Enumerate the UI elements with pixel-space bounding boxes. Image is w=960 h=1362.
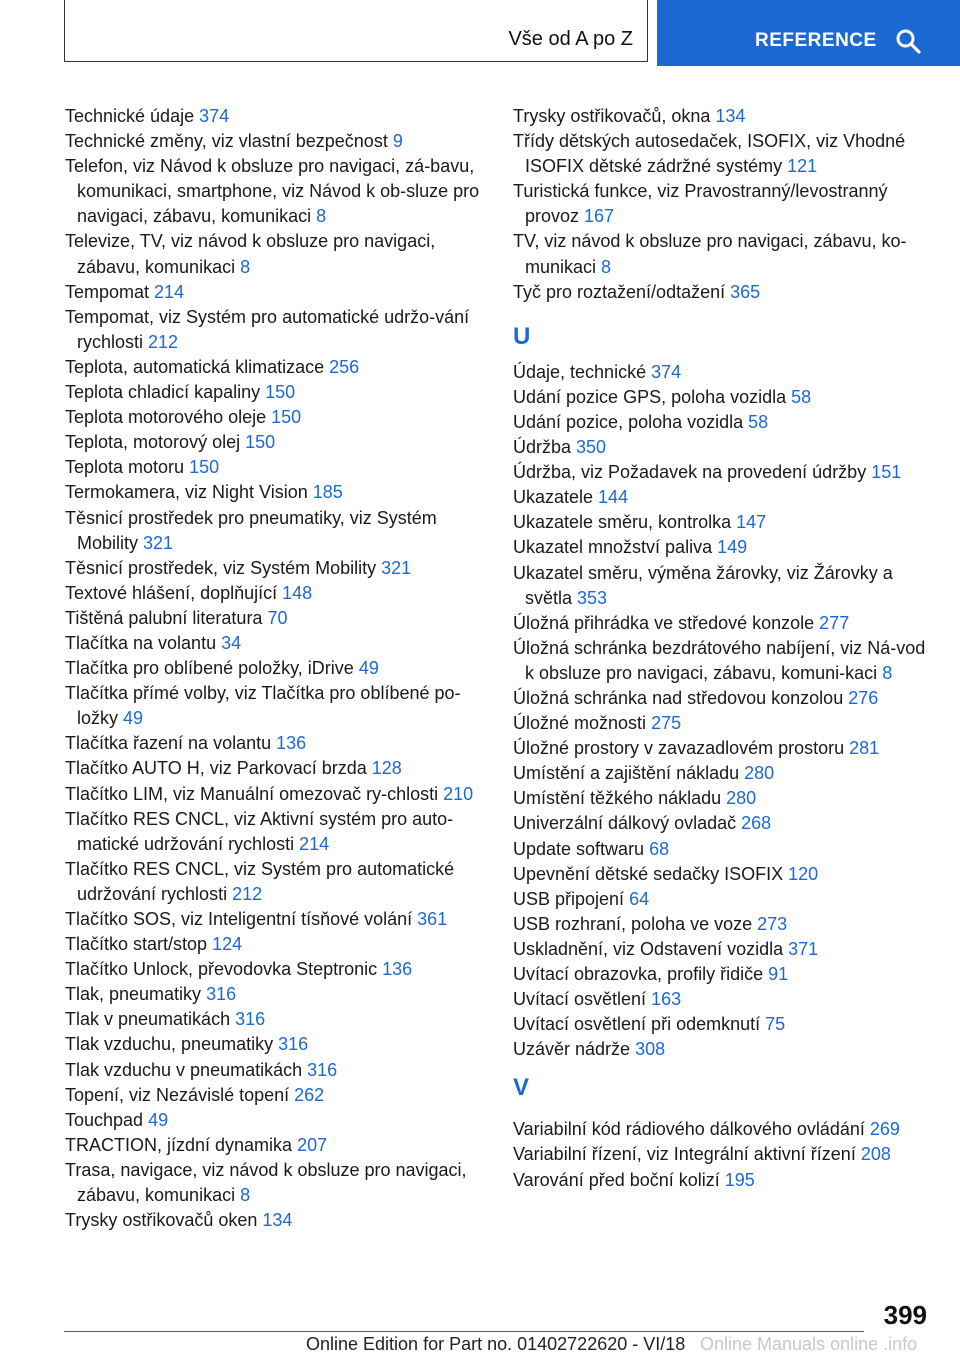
- index-entry: [513, 385, 933, 410]
- index-entry: [513, 435, 933, 460]
- entry-text: Ukazatel množství paliva: [513, 537, 718, 558]
- entry-text: Ukazatele směru, kontrolka: [513, 512, 737, 533]
- page-reference-link[interactable]: 64: [629, 888, 650, 909]
- page-reference-link[interactable]: 321: [143, 532, 174, 553]
- index-entry: [513, 535, 933, 560]
- entry-text: Upevnění dětské sedačky ISOFIX: [513, 863, 789, 884]
- page-reference-link[interactable]: 8: [240, 1185, 251, 1206]
- page-reference-link[interactable]: 8: [316, 206, 327, 227]
- index-entry: [65, 1133, 480, 1158]
- entry-text: Tlačítko RES CNCL, viz Systém pro automatické udržování rychlosti: [65, 858, 455, 904]
- index-entry: [513, 611, 933, 636]
- index-entry: [513, 786, 933, 811]
- page-reference-link[interactable]: 269: [869, 1119, 900, 1140]
- index-entry: [513, 410, 933, 435]
- page-reference-link[interactable]: 321: [381, 557, 412, 578]
- entry-text: TV, viz návod k obsluze pro navigaci, zábavu, ko-munikaci: [513, 231, 907, 277]
- entry-text: Uskladnění, viz Odstavení vozidla: [513, 938, 789, 959]
- page-reference-link[interactable]: 280: [744, 763, 775, 784]
- index-entry: [513, 811, 933, 836]
- entry-text: Údaje, technické: [513, 361, 652, 382]
- letter-heading-v: V: [513, 1074, 530, 1102]
- entry-text: Technické údaje: [65, 106, 200, 126]
- page-reference-link[interactable]: 273: [757, 913, 788, 934]
- index-entry: [65, 355, 480, 380]
- entry-text: USB připojení: [513, 888, 630, 909]
- entry-text: Tlačítka na volantu: [65, 632, 222, 653]
- index-entry: [513, 129, 933, 179]
- index-entry: [65, 656, 480, 681]
- entry-text: Úložná schránka bezdrátového nabíjení, viz Ná-vod k obsluze pro navigaci, zábavu, komuni-kaci: [513, 637, 926, 683]
- entry-text: Umístění těžkého nákladu: [513, 788, 727, 809]
- index-entry: [513, 736, 933, 761]
- page-reference-link[interactable]: 353: [577, 587, 608, 608]
- page-reference-link[interactable]: 208: [860, 1144, 891, 1165]
- page-reference-link[interactable]: 316: [206, 984, 237, 1005]
- index-entry: [65, 606, 480, 631]
- index-entry: [65, 480, 480, 505]
- entry-text: Úložné prostory v zavazadlovém prostoru: [513, 738, 850, 759]
- page-reference-link[interactable]: 34: [221, 632, 242, 653]
- entry-text: Těsnicí prostředek pro pneumatiky, viz Systém Mobility: [65, 507, 437, 553]
- entry-text: Úložná schránka nad středovou konzolou: [513, 687, 849, 708]
- index-entry: [513, 761, 933, 786]
- search-icon[interactable]: [895, 28, 921, 54]
- index-entry: [513, 561, 933, 611]
- index-entry: [65, 506, 480, 556]
- index-entry: [65, 782, 480, 807]
- page-reference-link[interactable]: 134: [715, 106, 746, 126]
- page-reference-link[interactable]: 150: [265, 382, 296, 403]
- page-reference-link[interactable]: 185: [312, 482, 343, 503]
- index-entry: [65, 405, 480, 430]
- index-entry: [65, 1032, 480, 1057]
- index-entry: [65, 556, 480, 581]
- page-reference-link[interactable]: 374: [199, 106, 230, 126]
- index-entry: [65, 932, 480, 957]
- entry-text: Turistická funkce, viz Pravostranný/levostranný provoz: [513, 181, 888, 227]
- page-reference-link[interactable]: 275: [651, 713, 682, 734]
- index-entry: [513, 912, 933, 937]
- entry-text: Tlačítko AUTO H, viz Parkovací brzda: [65, 758, 372, 779]
- entry-text: Tempomat, viz Systém pro automatické udržo-vání rychlosti: [65, 306, 470, 352]
- page-reference-link[interactable]: 308: [635, 1039, 666, 1060]
- page-reference-link[interactable]: 9: [392, 131, 403, 152]
- page-reference-link[interactable]: 371: [788, 938, 819, 959]
- index-entry: [513, 862, 933, 887]
- index-entry: [513, 485, 933, 510]
- index-entry: [513, 104, 933, 129]
- page-reference-link[interactable]: 75: [765, 1014, 786, 1035]
- entry-text: Uvítací osvětlení: [513, 989, 652, 1010]
- entry-text: Tlak vzduchu v pneumatikách: [65, 1059, 308, 1080]
- page-reference-link[interactable]: 49: [358, 658, 379, 679]
- page-number: 399: [883, 1300, 927, 1330]
- index-entry: [65, 229, 480, 279]
- v-entries: [513, 1117, 933, 1192]
- page-reference-link[interactable]: 276: [848, 687, 879, 708]
- entry-text: Tlak vzduchu, pneumatiky: [65, 1034, 279, 1055]
- page-reference-link[interactable]: 361: [417, 909, 448, 929]
- entry-text: Tlačítko LIM, viz Manuální omezovač ry-chlosti: [65, 783, 444, 804]
- page-reference-link[interactable]: 151: [871, 462, 902, 483]
- entry-text: Tlačítka přímé volby, viz Tlačítka pro oblíbené po-ložky: [65, 683, 461, 729]
- page-reference-link[interactable]: 148: [282, 582, 313, 603]
- entry-text: Tlačítko start/stop: [65, 934, 213, 955]
- index-entry: [513, 1117, 933, 1142]
- page-reference-link[interactable]: 147: [736, 512, 767, 533]
- section-title: Vše od A po Z: [508, 28, 633, 50]
- entry-text: Ukazatele: [513, 487, 599, 508]
- page-reference-link[interactable]: 212: [232, 883, 263, 904]
- index-entry: [65, 430, 480, 455]
- page-reference-link[interactable]: 262: [294, 1084, 325, 1105]
- page-reference-link[interactable]: 150: [189, 457, 220, 478]
- index-entry: [513, 360, 933, 385]
- entry-text: Úložná přihrádka ve středové konzole: [513, 612, 820, 633]
- entry-text: Tlačítko RES CNCL, viz Aktivní systém pro auto-matické udržování rychlosti: [65, 808, 454, 854]
- index-entry: [513, 837, 933, 862]
- page-reference-link[interactable]: 150: [245, 432, 276, 453]
- index-entry: [65, 982, 480, 1007]
- index-entry: [65, 280, 480, 305]
- page-reference-link[interactable]: 120: [788, 863, 819, 884]
- page-reference-link[interactable]: 214: [299, 833, 330, 854]
- index-entry: [65, 907, 480, 932]
- page-reference-link[interactable]: 214: [154, 281, 185, 302]
- page-reference-link[interactable]: 58: [791, 386, 812, 407]
- entry-text: Teplota, motorový olej: [65, 432, 246, 453]
- entry-text: Televize, TV, viz návod k obsluze pro navigaci, zábavu, komunikaci: [65, 231, 436, 277]
- entry-text: Tlačítko Unlock, převodovka Steptronic: [65, 959, 383, 980]
- entry-text: Uzávěr nádrže: [513, 1039, 636, 1060]
- index-entry: [65, 104, 480, 129]
- reference-label: REFERENCE: [755, 30, 877, 51]
- page-reference-link[interactable]: 316: [278, 1034, 309, 1055]
- entry-text: Teplota motoru: [65, 457, 190, 478]
- entry-text: Třídy dětských autosedaček, ISOFIX, viz Vhodné ISOFIX dětské zádržné systémy: [513, 131, 906, 177]
- index-entry: [513, 460, 933, 485]
- entry-text: Touchpad: [65, 1109, 149, 1130]
- page-reference-link[interactable]: 277: [819, 612, 850, 633]
- index-entry: [513, 1012, 933, 1037]
- footer-divider: [64, 1331, 864, 1332]
- page-reference-link[interactable]: 210: [443, 783, 474, 804]
- entry-text: Variabilní řízení, viz Integrální aktivní řízení: [513, 1144, 861, 1165]
- entry-text: Udání pozice GPS, poloha vozidla: [513, 386, 792, 407]
- section-tab: [64, 0, 648, 62]
- entry-text: Ukazatel směru, výměna žárovky, viz Žárovky a světla: [513, 562, 893, 608]
- index-entry: [65, 305, 480, 355]
- entry-text: Trysky ostřikovačů oken: [65, 1210, 263, 1231]
- entry-text: Úložné možnosti: [513, 713, 652, 734]
- page-reference-link[interactable]: 280: [726, 788, 757, 809]
- entry-text: Udání pozice, poloha vozidla: [513, 411, 749, 432]
- index-entry: [513, 937, 933, 962]
- page-reference-link[interactable]: 268: [741, 813, 772, 834]
- page-reference-link[interactable]: 136: [276, 733, 307, 754]
- entry-text: Teplota motorového oleje: [65, 407, 272, 428]
- index-entry: [65, 129, 480, 154]
- index-entry: [65, 731, 480, 756]
- page-reference-link[interactable]: 365: [730, 281, 761, 302]
- entry-text: Teplota chladicí kapaliny: [65, 382, 266, 403]
- entry-text: Uvítací osvětlení při odemknutí: [513, 1014, 766, 1035]
- entry-text: Tlačítka řazení na volantu: [65, 733, 277, 754]
- index-entry: [513, 686, 933, 711]
- entry-text: Údržba, viz Požadavek na provedení údržby: [513, 462, 872, 483]
- page-reference-link[interactable]: 195: [724, 1169, 755, 1190]
- index-entry: [513, 179, 933, 229]
- index-entry: [65, 1058, 480, 1083]
- page-reference-link[interactable]: 128: [371, 758, 402, 779]
- entry-text: Tlak, pneumatiky: [65, 984, 207, 1005]
- index-entry: [513, 1168, 933, 1193]
- entry-text: USB rozhraní, poloha ve voze: [513, 913, 758, 934]
- page-reference-link[interactable]: 350: [576, 437, 607, 458]
- index-entry: [65, 631, 480, 656]
- entry-text: TRACTION, jízdní dynamika: [65, 1134, 298, 1155]
- entry-text: Telefon, viz Návod k obsluze pro navigaci, zá-bavu, komunikaci, smartphone, viz Návod k ob-sluze pro navigaci, zábavu, komunikaci: [65, 156, 480, 227]
- index-entry: [513, 1142, 933, 1167]
- entry-text: Topení, viz Nezávislé topení: [65, 1084, 295, 1105]
- page-reference-link[interactable]: 8: [601, 256, 612, 277]
- page-reference-link[interactable]: 121: [787, 156, 818, 177]
- page-reference-link[interactable]: 167: [584, 206, 615, 227]
- index-entry: [65, 681, 480, 731]
- entry-text: Varování před boční kolizí: [513, 1169, 725, 1190]
- page-reference-link[interactable]: 136: [382, 959, 413, 980]
- index-entry: [65, 455, 480, 480]
- entry-text: Tlačítka pro oblíbené položky, iDrive: [65, 658, 359, 679]
- page-reference-link[interactable]: 91: [768, 964, 789, 984]
- entry-text: Trasa, navigace, viz návod k obsluze pro navigaci, zábavu, komunikaci: [65, 1159, 467, 1206]
- page-reference-link[interactable]: 58: [748, 411, 769, 432]
- index-column-left: [65, 104, 480, 1233]
- index-entry: [65, 154, 480, 229]
- page-reference-link[interactable]: 149: [717, 537, 748, 558]
- entry-text: Tempomat: [65, 281, 155, 302]
- page-reference-link[interactable]: 281: [849, 738, 880, 759]
- index-entry: [513, 987, 933, 1012]
- index-entry: [513, 636, 933, 686]
- reference-tab[interactable]: [657, 0, 960, 66]
- page-reference-link[interactable]: 68: [649, 838, 670, 859]
- entry-text: Teplota, automatická klimatizace: [65, 356, 330, 377]
- page-reference-link[interactable]: 49: [123, 708, 144, 729]
- entry-text: Textové hlášení, doplňující: [65, 582, 283, 603]
- page-reference-link[interactable]: 374: [651, 361, 682, 382]
- page-reference-link[interactable]: 70: [267, 607, 288, 628]
- index-entry: [65, 1208, 480, 1233]
- entry-text: Univerzální dálkový ovladač: [513, 813, 742, 834]
- index-entry: [513, 510, 933, 535]
- index-entry: [513, 887, 933, 912]
- index-entry: [65, 1108, 480, 1133]
- edition-text: Online Edition for Part no. 01402722620 - VI/18: [306, 1334, 686, 1354]
- page-reference-link[interactable]: 207: [297, 1134, 328, 1155]
- index-entry: [65, 857, 480, 907]
- page-reference-link[interactable]: 134: [262, 1210, 293, 1231]
- u-entries: [513, 360, 933, 1063]
- entry-text: Tištěná palubní literatura: [65, 607, 268, 628]
- index-entry: [513, 229, 933, 279]
- entry-text: Těsnicí prostředek, viz Systém Mobility: [65, 557, 382, 578]
- page-reference-link[interactable]: 256: [329, 356, 360, 377]
- entry-text: Tyč pro roztažení/odtažení: [513, 281, 731, 302]
- entry-text: Tlačítko SOS, viz Inteligentní tísňové volání: [65, 909, 418, 929]
- index-entry: [65, 1083, 480, 1108]
- entry-text: Údržba: [513, 437, 577, 458]
- entry-text: Trysky ostřikovačů, okna: [513, 106, 716, 126]
- page-reference-link[interactable]: 8: [882, 662, 893, 683]
- page-reference-link[interactable]: 163: [651, 989, 682, 1010]
- letter-heading-u: U: [513, 322, 531, 350]
- entry-text: Termokamera, viz Night Vision: [65, 482, 313, 503]
- index-column-right: [513, 104, 933, 1193]
- page-reference-link[interactable]: 124: [212, 934, 243, 955]
- page-reference-link[interactable]: 212: [148, 331, 179, 352]
- index-entry: [513, 1037, 933, 1062]
- index-entry: [65, 1158, 480, 1208]
- index-entry: [513, 962, 933, 987]
- index-entry: [65, 807, 480, 857]
- entry-text: Technické změny, viz vlastní bezpečnost: [65, 131, 393, 152]
- index-entry: [65, 756, 480, 781]
- entry-text: Update softwaru: [513, 838, 650, 859]
- page-reference-link[interactable]: 316: [235, 1009, 266, 1030]
- index-entry: [65, 380, 480, 405]
- page-reference-link[interactable]: 8: [240, 256, 251, 277]
- page-reference-link[interactable]: 150: [271, 407, 302, 428]
- page-reference-link[interactable]: 316: [307, 1059, 338, 1080]
- entry-text: Umístění a zajištění nákladu: [513, 763, 745, 784]
- index-entry: [513, 711, 933, 736]
- entry-text: Uvítací obrazovka, profily řidiče: [513, 964, 769, 984]
- index-entry: [65, 957, 480, 982]
- page-reference-link[interactable]: 49: [148, 1109, 169, 1130]
- watermark: Online Manuals online .info: [700, 1334, 918, 1354]
- entry-text: Variabilní kód rádiového dálkového ovládání: [513, 1119, 870, 1140]
- page-reference-link[interactable]: 144: [598, 487, 629, 508]
- t-continued-entries: [513, 104, 933, 305]
- entry-text: Tlak v pneumatikách: [65, 1009, 236, 1030]
- index-entry: [65, 581, 480, 606]
- index-entry: [513, 280, 933, 305]
- page-header: [0, 0, 960, 66]
- index-entry: [65, 1007, 480, 1032]
